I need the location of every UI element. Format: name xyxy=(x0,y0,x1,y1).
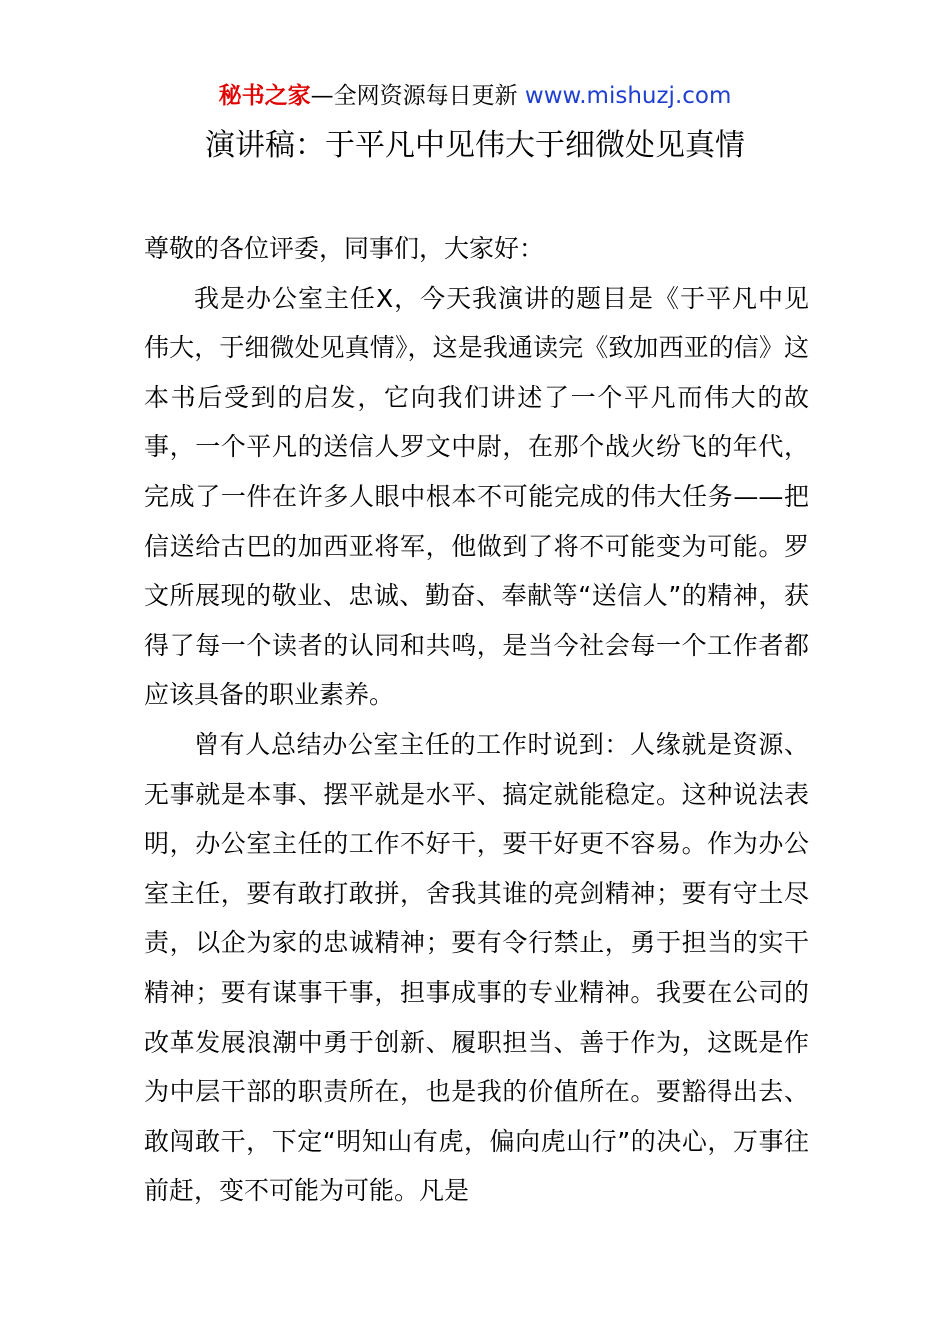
salutation: 尊敬的各位评委，同事们，大家好： xyxy=(144,234,545,263)
site-slogan: —全网资源每日更新 xyxy=(310,83,525,109)
document-title: 演讲稿：于平凡中见伟大于细微处见真情 xyxy=(205,128,745,163)
site-url-link[interactable]: www.mishuzj.com xyxy=(524,83,732,109)
document-body xyxy=(144,224,809,1216)
paragraph: 曾有人总结办公室主任的工作时说到：人缘就是资源、无事就是本事、摆平就是水平、搞定就能稳定。这种说法表明，办公室主任的工作不好干，要干好更不容易。作为办公室主任，要有敢打敢拼，舍我其谁的亮剑精神；要有守土尽责，以企为家的忠诚精神；要有令行禁止，勇于担当的实干精神；要有谋事干事，担事成事的专业精神。我要在公司的改革发展浪潮中勇于创新、履职担当、善于作为，这既是作为中层干部的职责所在，也是我的价值所在。要豁得出去、敢闯敢干，下定“明知山有虎，偏向虎山行”的决心，万事往前赶，变不可能为可能。凡是 xyxy=(144,729,809,1206)
site-brand: 秘书之家 xyxy=(218,83,311,109)
site-header xyxy=(0,80,950,112)
paragraph: 我是办公室主任X，今天我演讲的题目是《于平凡中见伟大，于细微处见真情》，这是我通读完《致加西亚的信》这本书后受到的启发，它向我们讲述了一个平凡而伟大的故事，一个平凡的送信人罗文中尉，在那个战火纷飞的年代，完成了一件在许多人眼中根本不可能完成的伟大任务——把信送给古巴的加西亚将军，他做到了将不可能变为可能。罗文所展现的敬业、忠诚、勤奋、奉献等“送信人”的精神，获得了每一个读者的认同和共鸣，是当今社会每一个工作者都应该具备的职业素养。 xyxy=(144,283,809,710)
